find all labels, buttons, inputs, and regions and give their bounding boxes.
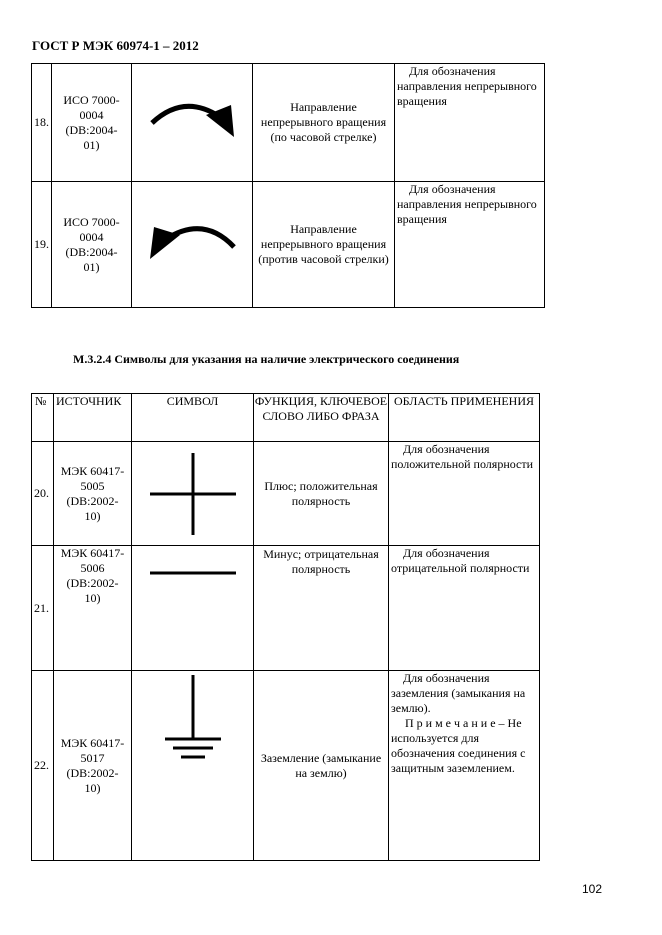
connection-symbols-table bbox=[31, 393, 540, 861]
header-function: ФУНКЦИЯ, КЛЮЧЕВОЕ СЛОВО ЛИБО ФРАЗА bbox=[254, 394, 389, 442]
header-source: ИСТОЧНИК bbox=[54, 394, 132, 442]
table-row bbox=[32, 64, 545, 182]
table-row bbox=[32, 546, 540, 671]
header-application: ОБЛАСТЬ ПРИМЕНЕНИЯ bbox=[389, 394, 540, 442]
row-number: 18. bbox=[32, 64, 52, 182]
counterclockwise-arrow-icon bbox=[142, 215, 242, 275]
source-cell: МЭК 60417- 5005 (DB:2002- 10) bbox=[54, 442, 132, 546]
header-symbol: СИМВОЛ bbox=[132, 394, 254, 442]
application-cell: Для обозначения заземления (замыкания на землю). П р и м е ч а н и е – Не используется для обозначения соединения с защитным заземлением. bbox=[389, 671, 540, 861]
clockwise-arrow-icon bbox=[142, 93, 242, 153]
source-cell: ИСО 7000- 0004 (DB:2004- 01) bbox=[52, 64, 132, 182]
function-cell: Плюс; положительная полярность bbox=[254, 442, 389, 546]
application-cell: Для обозначения направления непрерывного вращения bbox=[395, 182, 545, 308]
row-number: 20. bbox=[32, 442, 54, 546]
table-row bbox=[32, 442, 540, 546]
row-number: 21. bbox=[32, 546, 54, 671]
symbol-cell bbox=[132, 546, 254, 671]
section-title: М.3.2.4 Символы для указания на наличие электрического соединения bbox=[73, 352, 460, 366]
page-number: 102 bbox=[582, 882, 603, 896]
note-text: П р и м е ч а н и е – Не используется для обозначения соединения с защитным заземлением. bbox=[391, 716, 526, 775]
function-cell: Направление непрерывного вращения (против часовой стрелки) bbox=[253, 182, 395, 308]
symbol-cell bbox=[132, 64, 253, 182]
source-cell: МЭК 60417- 5006 (DB:2002- 10) bbox=[54, 546, 132, 671]
header-number: № bbox=[32, 394, 54, 442]
function-cell: Заземление (замыкание на землю) bbox=[254, 671, 389, 861]
symbol-cell bbox=[132, 182, 253, 308]
function-cell: Направление непрерывного вращения (по часовой стрелке) bbox=[253, 64, 395, 182]
table-header-row bbox=[32, 394, 540, 442]
function-cell: Минус; отрицательная полярность bbox=[254, 546, 389, 671]
source-cell: ИСО 7000- 0004 (DB:2004- 01) bbox=[52, 182, 132, 308]
symbol-cell bbox=[132, 671, 254, 861]
row-number: 22. bbox=[32, 671, 54, 861]
symbol-cell bbox=[132, 442, 254, 546]
ground-icon bbox=[158, 675, 228, 761]
table-row bbox=[32, 182, 545, 308]
application-cell: Для обозначения направления непрерывного вращения bbox=[395, 64, 545, 182]
source-cell: МЭК 60417- 5017 (DB:2002- 10) bbox=[54, 671, 132, 861]
row-number: 19. bbox=[32, 182, 52, 308]
table-row bbox=[32, 671, 540, 861]
document-header: ГОСТ Р МЭК 60974-1 – 2012 bbox=[32, 38, 199, 53]
minus-icon bbox=[148, 568, 238, 578]
application-cell: Для обозначения положительной полярности bbox=[389, 442, 540, 546]
application-cell: Для обозначения отрицательной полярности bbox=[389, 546, 540, 671]
symbols-table-continued bbox=[31, 63, 545, 308]
plus-icon bbox=[148, 451, 238, 537]
